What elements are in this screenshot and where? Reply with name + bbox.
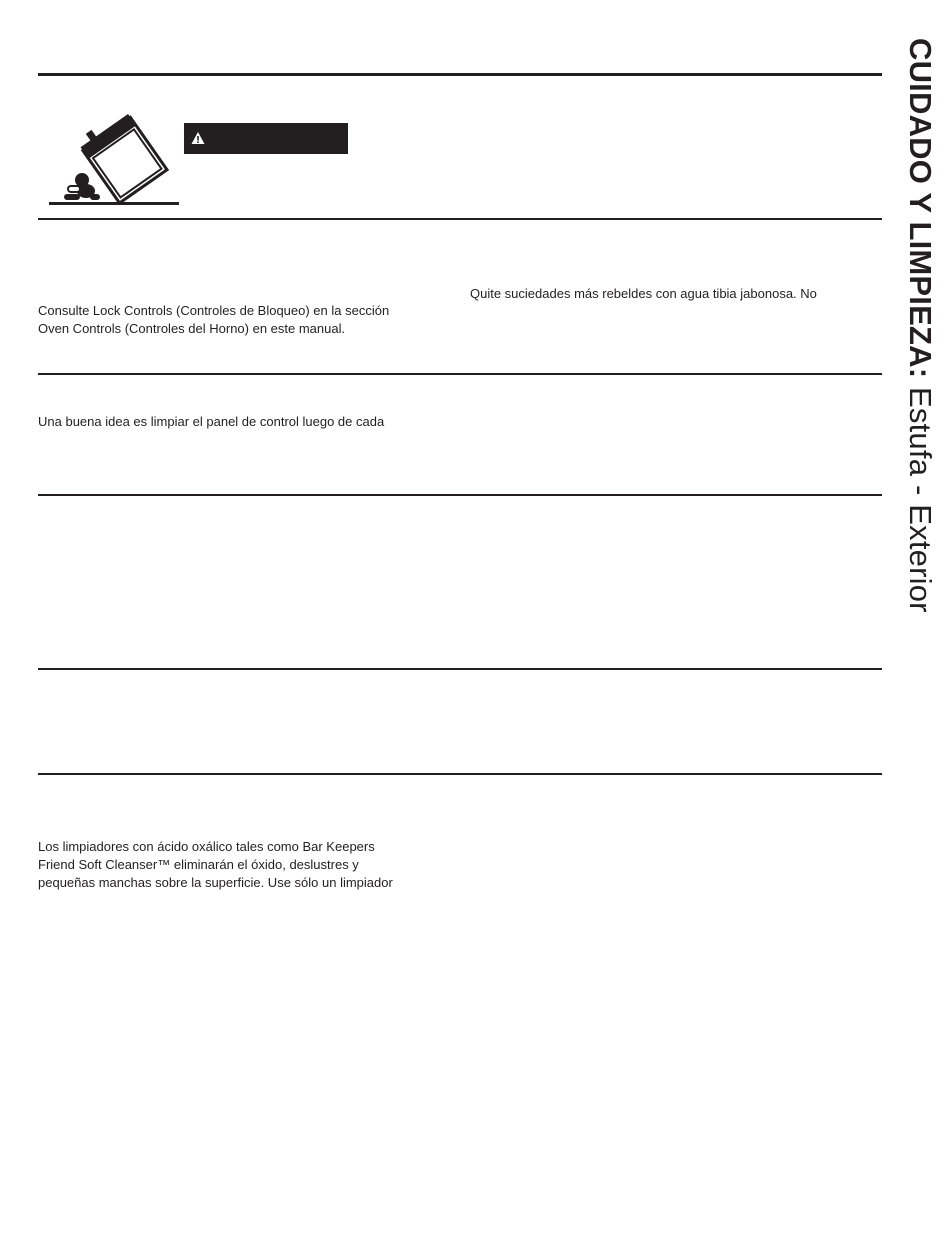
section-divider-top	[38, 73, 882, 76]
side-title-regular: Estufa - Exterior	[903, 378, 938, 613]
anti-tip-hazard-icon	[46, 108, 182, 208]
section-divider	[38, 218, 882, 220]
soap-water-text	[470, 285, 817, 303]
text-line: Una buena idea es limpiar el panel de control luego de cada	[38, 414, 385, 429]
section-divider	[38, 373, 882, 375]
text-line: Quite suciedades más rebeldes con agua tibia jabonosa. No	[470, 286, 817, 301]
text-line: Oven Controls (Controles del Horno) en este manual.	[38, 321, 346, 336]
text-line: pequeñas manchas sobre la superficie. Use sólo un limpiador	[38, 875, 393, 890]
control-panel-text	[38, 413, 384, 431]
lock-controls-text	[38, 302, 389, 338]
text-line: Consulte Lock Controls (Controles de Bloqueo) en la sección	[38, 303, 390, 318]
side-title-bold: CUIDADO Y LIMPIEZA:	[903, 38, 938, 379]
section-divider	[38, 773, 882, 775]
warning-triangle-icon	[191, 131, 205, 145]
oxalic-cleaners-text	[38, 838, 393, 892]
side-section-title	[900, 38, 940, 613]
warning-label	[184, 123, 348, 154]
text-line: Friend Soft Cleanser™ eliminarán el óxido, deslustres y	[38, 857, 359, 872]
section-divider	[38, 668, 882, 670]
text-line: Los limpiadores con ácido oxálico tales como Bar Keepers	[38, 839, 375, 854]
section-divider	[38, 494, 882, 496]
